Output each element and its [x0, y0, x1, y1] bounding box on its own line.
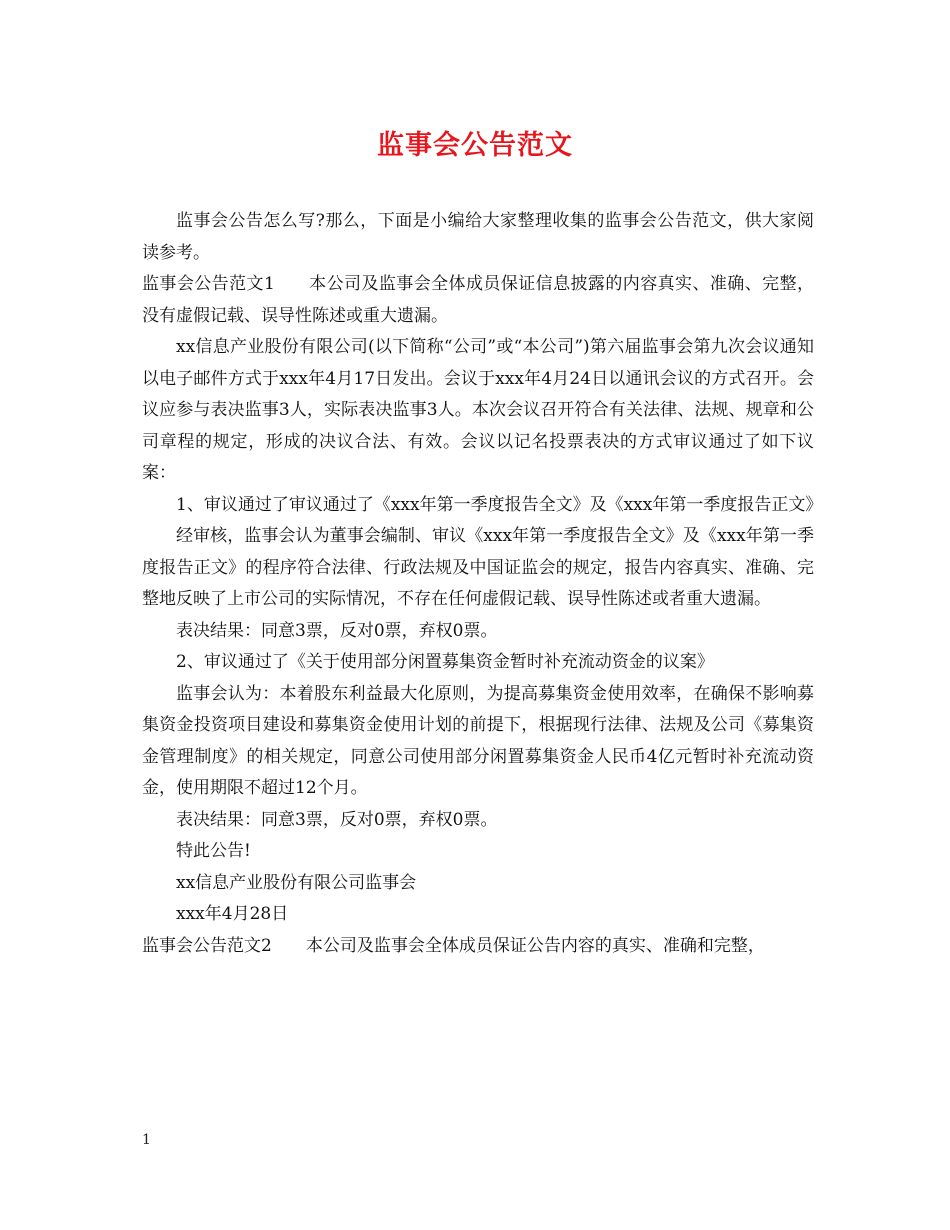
document-body: [142, 206, 823, 962]
sample2-heading: 监事会公告范文2: [142, 935, 272, 956]
sample2-lead: 本公司及监事会全体成员保证公告内容的真实、准确和完整，: [305, 935, 765, 956]
sample2-paragraph: [142, 931, 814, 963]
item1-detail: 经审核，监事会认为董事会编制、审议《xxx年第一季度报告全文》及《xxx年第一季度报告正文》的程序符合法律、行政法规及中国证监会的规定，报告内容真实、准确、完整地反映了上市公司的实际情况，不存在任何虚假记载、误导性陈述或者重大遗漏。: [142, 526, 814, 609]
document-title: 监事会公告范文: [377, 130, 573, 161]
item1-result: 表决结果：同意3票，反对0票，弃权0票。: [176, 620, 498, 641]
sample1-heading: 监事会公告范文1: [142, 274, 275, 294]
signatory-line: xx信息产业股份有限公司监事会: [176, 872, 417, 893]
page-number: 1: [142, 1132, 151, 1148]
item2-detail: 监事会认为：本着股东利益最大化原则，为提高募集资金使用效率，在确保不影响募集资金投资项目建设和募集资金使用计划的前提下，根据现行法律、法规及公司《募集资金管理制度》的相关规定，同意公司使用部分闲置募集资金人民币4亿元暂时补充流动资金，使用期限不超过12个月。: [142, 683, 814, 798]
date-line: xxx年4月28日: [176, 904, 289, 924]
item2-result: 表决结果：同意3票，反对0票，弃权0票。: [176, 809, 498, 830]
intro-paragraph: 监事会公告怎么写?那么，下面是小编给大家整理收集的监事会公告范文，供大家阅读参考。: [142, 211, 814, 263]
item2-title: 2、审议通过了《关于使用部分闲置募集资金暂时补充流动资金的议案》: [176, 652, 714, 672]
closing-line: 特此公告!: [176, 841, 251, 861]
sample1-lead: 本公司及监事会全体成员保证信息披露的内容真实、准确、完整，没有虚假记载、误导性陈述或重大遗漏。: [142, 274, 814, 326]
item1-title: 1、审议通过了审议通过了《xxx年第一季度报告全文》及《xxx年第一季度报告正文》: [176, 494, 823, 515]
sample1-paragraph: [142, 269, 814, 332]
meeting-paragraph: xx信息产业股份有限公司(以下简称“公司”或“本公司”)第六届监事会第九次会议通知以电子邮件方式于xxx年4月17日发出。会议于xxx年4月24日以通讯会议的方式召开。会议应参与表决监事3人，实际表决监事3人。本次会议召开符合有关法律、法规、规章和公司章程的规定，形成的决议合法、有效。会议以记名投票表决的方式审议通过了如下议案：: [142, 337, 814, 483]
